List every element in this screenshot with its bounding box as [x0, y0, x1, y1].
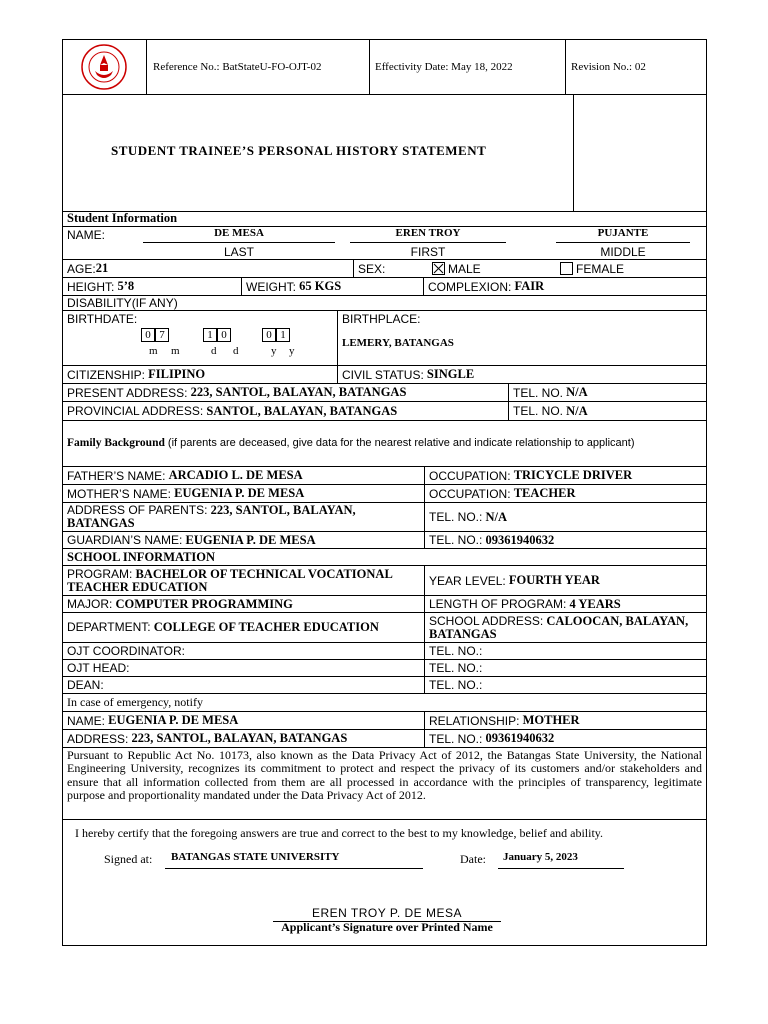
- school-info-heading: SCHOOL INFORMATION: [67, 549, 216, 564]
- birth-digit: 0: [262, 328, 276, 342]
- ojt-head-tel-cell: TEL. NO.:: [424, 660, 706, 676]
- student-info-heading: Student Information: [67, 211, 178, 225]
- provincial-address-cell: PROVINCIAL ADDRESS: SANTOL, BALAYAN, BATANGAS: [67, 403, 398, 418]
- emergency-name-cell: NAME: EUGENIA P. DE MESA: [67, 713, 239, 728]
- form-header: [63, 40, 706, 95]
- applicant-printed-name: EREN TROY P. DE MESA: [311, 906, 463, 920]
- university-seal-logo: [75, 43, 133, 91]
- year-level-cell: YEAR LEVEL: FOURTH YEAR: [424, 566, 706, 595]
- program-length-cell: LENGTH OF PROGRAM: 4 YEARS: [424, 596, 706, 612]
- major-cell: MAJOR: COMPUTER PROGRAMMING: [67, 596, 293, 611]
- birth-digit: 0: [141, 328, 155, 342]
- middle-name: PUJANTE: [597, 227, 649, 239]
- signed-at-label: Signed at:: [104, 852, 153, 866]
- birth-digit: 0: [217, 328, 231, 342]
- emergency-tel-cell: TEL. NO.: 09361940632: [424, 730, 706, 747]
- ojt-head-cell: OJT HEAD:: [67, 661, 130, 675]
- reference-number: Reference No.: BatStateU-FO-OJT-02: [153, 61, 322, 73]
- emergency-heading: In case of emergency, notify: [67, 695, 203, 709]
- program-cell: PROGRAM: BACHELOR OF TECHNICAL VOCATIONAL TEACHER EDUCATION: [67, 566, 393, 594]
- middle-caption: MIDDLE: [600, 245, 646, 259]
- parents-tel-cell: TEL. NO.: N/A: [424, 503, 706, 531]
- guardian-tel-cell: TEL. NO.: 09361940632: [424, 532, 706, 548]
- revision-number: Revision No.: 02: [571, 61, 646, 73]
- guardian-cell: GUARDIAN’S NAME: EUGENIA P. DE MESA: [67, 532, 316, 547]
- emergency-address-cell: ADDRESS: 223, SANTOL, BALAYAN, BATANGAS: [67, 731, 348, 746]
- school-address-cell: SCHOOL ADDRESS: CALOOCAN, BALAYAN, BATANGAS: [424, 613, 706, 642]
- certification-statement: I hereby certify that the foregoing answers are true and correct to the best to my knowledge, belief and ability.: [75, 826, 604, 840]
- birth-row: BIRTHDATE: 0 7 1 0 0 1 m m d d y y BIRTHPLACE: LEMERY, BATANGAS: [63, 311, 706, 366]
- emergency-relationship-cell: RELATIONSHIP: MOTHER: [424, 712, 706, 729]
- mother-occupation-cell: OCCUPATION: TEACHER: [424, 485, 706, 502]
- parents-address-cell: ADDRESS OF PARENTS: 223, SANTOL, BALAYAN, BATANGAS: [67, 503, 356, 530]
- signature-caption: Applicant’s Signature over Printed Name: [281, 920, 493, 934]
- date-value: January 5, 2023: [503, 851, 578, 863]
- disability-cell: DISABILITY(IF ANY): [67, 296, 178, 310]
- complexion-cell: COMPLEXION: FAIR: [423, 278, 706, 295]
- age-value: 21: [95, 261, 109, 275]
- citizenship-cell: CITIZENSHIP: FILIPINO: [67, 367, 206, 382]
- name-row: [63, 227, 706, 260]
- father-occupation-cell: OCCUPATION: TRICYCLE DRIVER: [424, 467, 706, 484]
- male-checkbox[interactable]: [432, 262, 445, 275]
- height-cell: HEIGHT: 5’8: [67, 279, 135, 294]
- date-label: Date:: [460, 852, 486, 866]
- last-caption: LAST: [223, 245, 254, 259]
- family-background-heading: Family Background (if parents are deceased, give data for the nearest relative and indicate relationship to applicant): [67, 437, 635, 449]
- weight-cell: WEIGHT: 65 KGS: [241, 278, 423, 295]
- first-name: EREN TROY: [395, 227, 461, 239]
- dean-tel-cell: TEL. NO.:: [424, 677, 706, 693]
- mother-cell: MOTHER’S NAME: EUGENIA P. DE MESA: [67, 486, 305, 501]
- personal-history-form: [62, 39, 707, 946]
- civil-status-cell: CIVIL STATUS: SINGLE: [337, 366, 706, 383]
- birth-digit: 1: [276, 328, 290, 342]
- provincial-tel-cell: TEL. NO. N/A: [508, 402, 706, 420]
- age-cell: AGE: 21: [67, 261, 109, 276]
- ojt-coordinator-cell: OJT COORDINATOR:: [67, 644, 186, 658]
- sex-cell: SEX: MALE FEMALE: [353, 260, 706, 277]
- data-privacy-notice: Pursuant to Republic Act No. 10173, also known as the Data Privacy Act of 2012, the Batangas State University, the National Engineering University, recognizes its commitment to protect and respect the privacy of its customers and/or stakeholders and ensure that all information collected from them are all processed in accordance with the principles of transparency, legitimate purpose and proportionality mandated under the Data Privacy Act of 2012.: [67, 748, 702, 803]
- first-caption: FIRST: [410, 245, 446, 259]
- last-name: DE MESA: [214, 227, 264, 239]
- form-title: STUDENT TRAINEE’S PERSONAL HISTORY STATEMENT: [111, 143, 487, 158]
- present-tel-cell: TEL. NO. N/A: [508, 384, 706, 401]
- birth-digit: 7: [155, 328, 169, 342]
- name-label: NAME:: [67, 228, 106, 242]
- title-area: [63, 94, 706, 212]
- ojt-coordinator-tel-cell: TEL. NO.:: [424, 643, 706, 659]
- birthplace-value: LEMERY, BATANGAS: [342, 337, 454, 349]
- effectivity-date: Effectivity Date: May 18, 2022: [375, 61, 513, 73]
- female-checkbox[interactable]: [560, 262, 573, 275]
- dean-cell: DEAN:: [67, 678, 104, 692]
- birth-digit: 1: [203, 328, 217, 342]
- signed-at-value: BATANGAS STATE UNIVERSITY: [171, 851, 340, 863]
- present-address-cell: PRESENT ADDRESS: 223, SANTOL, BALAYAN, BATANGAS: [67, 385, 407, 400]
- father-cell: FATHER’S NAME: ARCADIO L. DE MESA: [67, 468, 303, 483]
- department-cell: DEPARTMENT: COLLEGE OF TEACHER EDUCATION: [67, 620, 379, 634]
